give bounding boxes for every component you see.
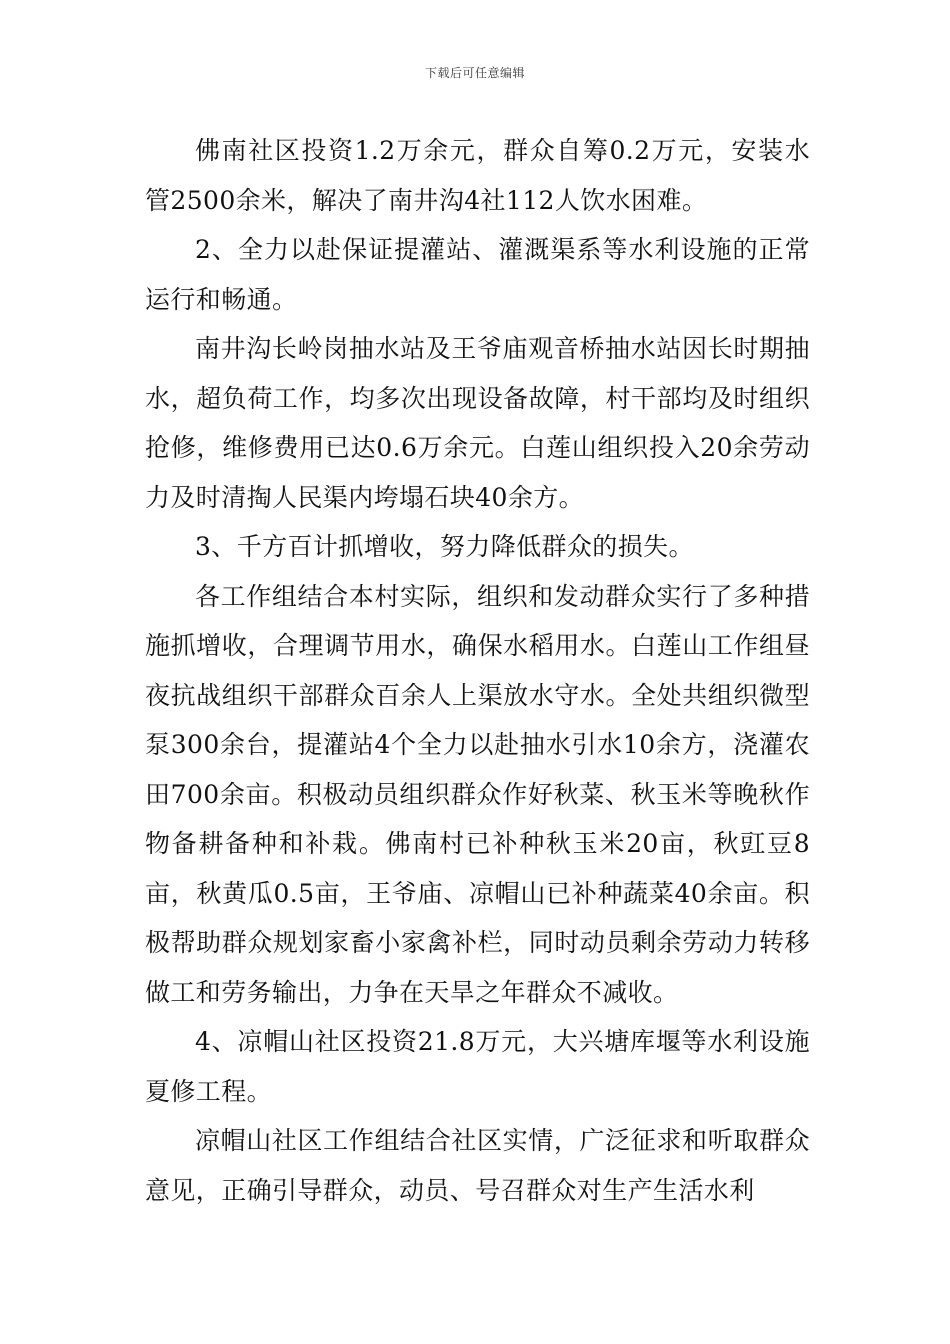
heading-item-2: 2、全力以赴保证提灌站、灌溉渠系等水利设施的正常运行和畅通。 — [145, 235, 810, 314]
paragraph-increase-income: 各工作组结合本村实际，组织和发动群众实行了多种措施抓增收，合理调节用水，确保水稻用水。白莲山工作组昼夜抗战组织干部群众百余人上渠放水守水。全处共组织微型泵300余台，提灌站4个全力以赴抽水引水10余方，浇灌农田700余亩。积极动员组织群众作好秋菜、秋玉米等晚秋作物备耕备种和补栽。佛南村已补种秋玉米20亩，秋豇豆8亩，秋黄瓜0.5亩，王爷庙、凉帽山已补种蔬菜40余亩。积极帮助群众规划家畜小家禽补栏，同时动员剩余劳动力转移做工和劳务输出，力争在天旱之年群众不减收。 — [145, 581, 810, 1007]
paragraph-water-pipe: 佛南社区投资1.2万余元，群众自筹0.2万元，安装水管2500余米，解决了南井沟4社112人饮水困难。 — [145, 136, 810, 215]
heading-item-3: 3、千方百计抓增收，努力降低群众的损失。 — [195, 532, 694, 561]
page-header: 下载后可任意编辑 — [424, 66, 525, 80]
paragraph-community-work: 凉帽山社区工作组结合社区实情，广泛征求和听取群众意见，正确引导群众，动员、号召群众对生产生活水利 — [145, 1126, 810, 1205]
heading-item-4: 4、凉帽山社区投资21.8万元，大兴塘库堰等水利设施夏修工程。 — [145, 1027, 810, 1106]
document-body — [145, 126, 810, 1215]
paragraph-pump-station: 南井沟长岭岗抽水站及王爷庙观音桥抽水站因长时期抽水，超负荷工作，均多次出现设备故障，村干部均及时组织抢修，维修费用已达0.6万余元。白莲山组织投入20余劳动力及时清掏人民渠内垮塌石块40余方。 — [145, 334, 810, 512]
